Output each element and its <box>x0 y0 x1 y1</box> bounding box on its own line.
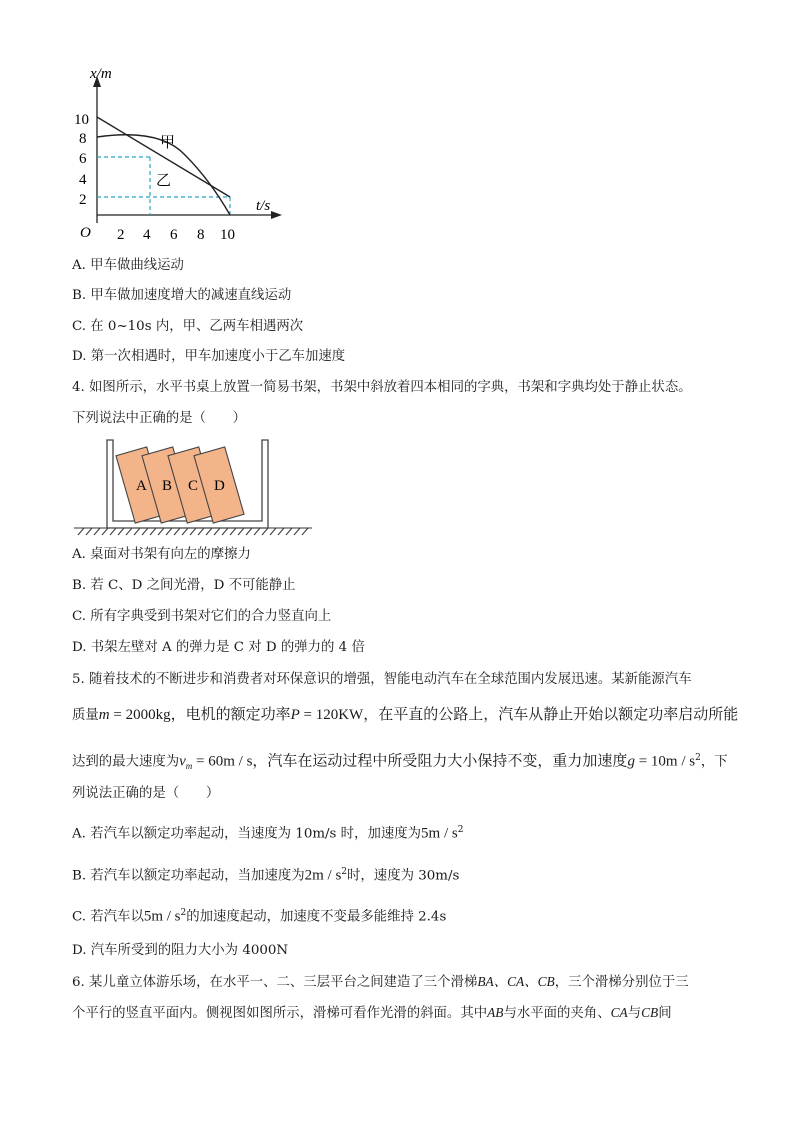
q6-stem-line1: 6. 某儿童立体游乐场，在水平一、二、三层平台之间建造了三个滑梯BA、CA、CB，三个滑梯分别位于三 <box>72 974 689 990</box>
x-tick-label: 2 <box>117 227 125 243</box>
book-label-b: B <box>162 478 173 494</box>
q3-option-c: C. 在 0~10s 内，甲、乙两车相遇两次 <box>72 319 304 334</box>
y-axis-label: x/m <box>90 66 112 82</box>
q6-stem-line2: 个平行的竖直平面内。侧视图如图所示，滑梯可看作光滑的斜面。其中AB与水平面的夹角、CA与CB间 <box>72 1005 672 1021</box>
label-jia: 甲 <box>160 135 176 151</box>
q4-option-b: B. 若 C、D 之间光滑，D 不可能静止 <box>72 578 296 593</box>
origin-label: O <box>80 225 91 241</box>
y-tick-label: 8 <box>79 131 87 147</box>
x-tick-label: 6 <box>170 227 178 243</box>
book-label-a: A <box>136 478 147 494</box>
x-axis-arrow <box>271 211 282 219</box>
desk-hatching <box>78 528 308 535</box>
book-label-d: D <box>214 478 225 494</box>
q4-stem-line1: 4. 如图所示，水平书桌上放置一简易书架，书架中斜放着四本相同的字典，书架和字典均处于静止状态。 <box>72 380 692 395</box>
q5-option-d: D. 汽车所受到的阻力大小为 4000N <box>72 943 289 958</box>
q5-option-a: A. 若汽车以额定功率起动，当速度为 10m/s 时，加速度为$5m / s^2$ <box>72 825 464 842</box>
q5-stem-line1: 5. 随着技术的不断进步和消费者对环保意识的增强，智能电动汽车在全球范围内发展迅速。某新能源汽车 <box>72 672 692 687</box>
y-tick-label: 4 <box>79 172 87 188</box>
q3-option-b: B. 甲车做加速度增大的减速直线运动 <box>72 288 292 303</box>
xt-graph <box>70 60 285 245</box>
q3-option-a: A. 甲车做曲线运动 <box>72 258 184 273</box>
q4-option-d: D. 书架左壁对 A 的弹力是 C 对 D 的弹力的 4 倍 <box>72 640 365 655</box>
bookshelf-figure <box>70 436 320 540</box>
y-tick-label: 6 <box>79 151 87 167</box>
q4-option-c: C. 所有字典受到书架对它们的合力竖直向上 <box>72 609 332 624</box>
q5-stem-line4: 列说法正确的是（ ） <box>72 786 220 801</box>
q5-stem-line2: 质量m = 2000kg，电机的额定功率P = 120KW，在平直的公路上，汽车从静止开始以额定功率启动所能 <box>72 707 739 723</box>
x-tick-label: 10 <box>220 227 235 243</box>
book-label-c: C <box>188 478 199 494</box>
x-axis-label: t/s <box>256 198 271 214</box>
q4-option-a: A. 桌面对书架有向左的摩擦力 <box>72 547 251 562</box>
label-yi: 乙 <box>156 173 172 189</box>
q4-stem-line2: 下列说法中正确的是（ ） <box>72 411 247 426</box>
q5-option-b: B. 若汽车以额定功率起动，当加速度为$2m / s^2$时，速度为 30m/s <box>72 867 460 884</box>
q5-stem-line3: 达到的最大速度为$v_m = 60m / s$，汽车在运动过程中所受阻力大小保持不变，重力加速度$g = 10m / s^2$，下 <box>72 753 728 772</box>
x-tick-label: 8 <box>197 227 205 243</box>
q5-option-c: C. 若汽车以$5m / s^2$的加速度起动，加速度不变最多能维持 2.4s <box>72 908 447 925</box>
y-tick-label: 2 <box>79 192 87 208</box>
q3-option-d: D. 第一次相遇时，甲车加速度小于乙车加速度 <box>72 349 346 364</box>
y-tick-label: 10 <box>74 112 89 128</box>
x-tick-label: 4 <box>143 227 151 243</box>
